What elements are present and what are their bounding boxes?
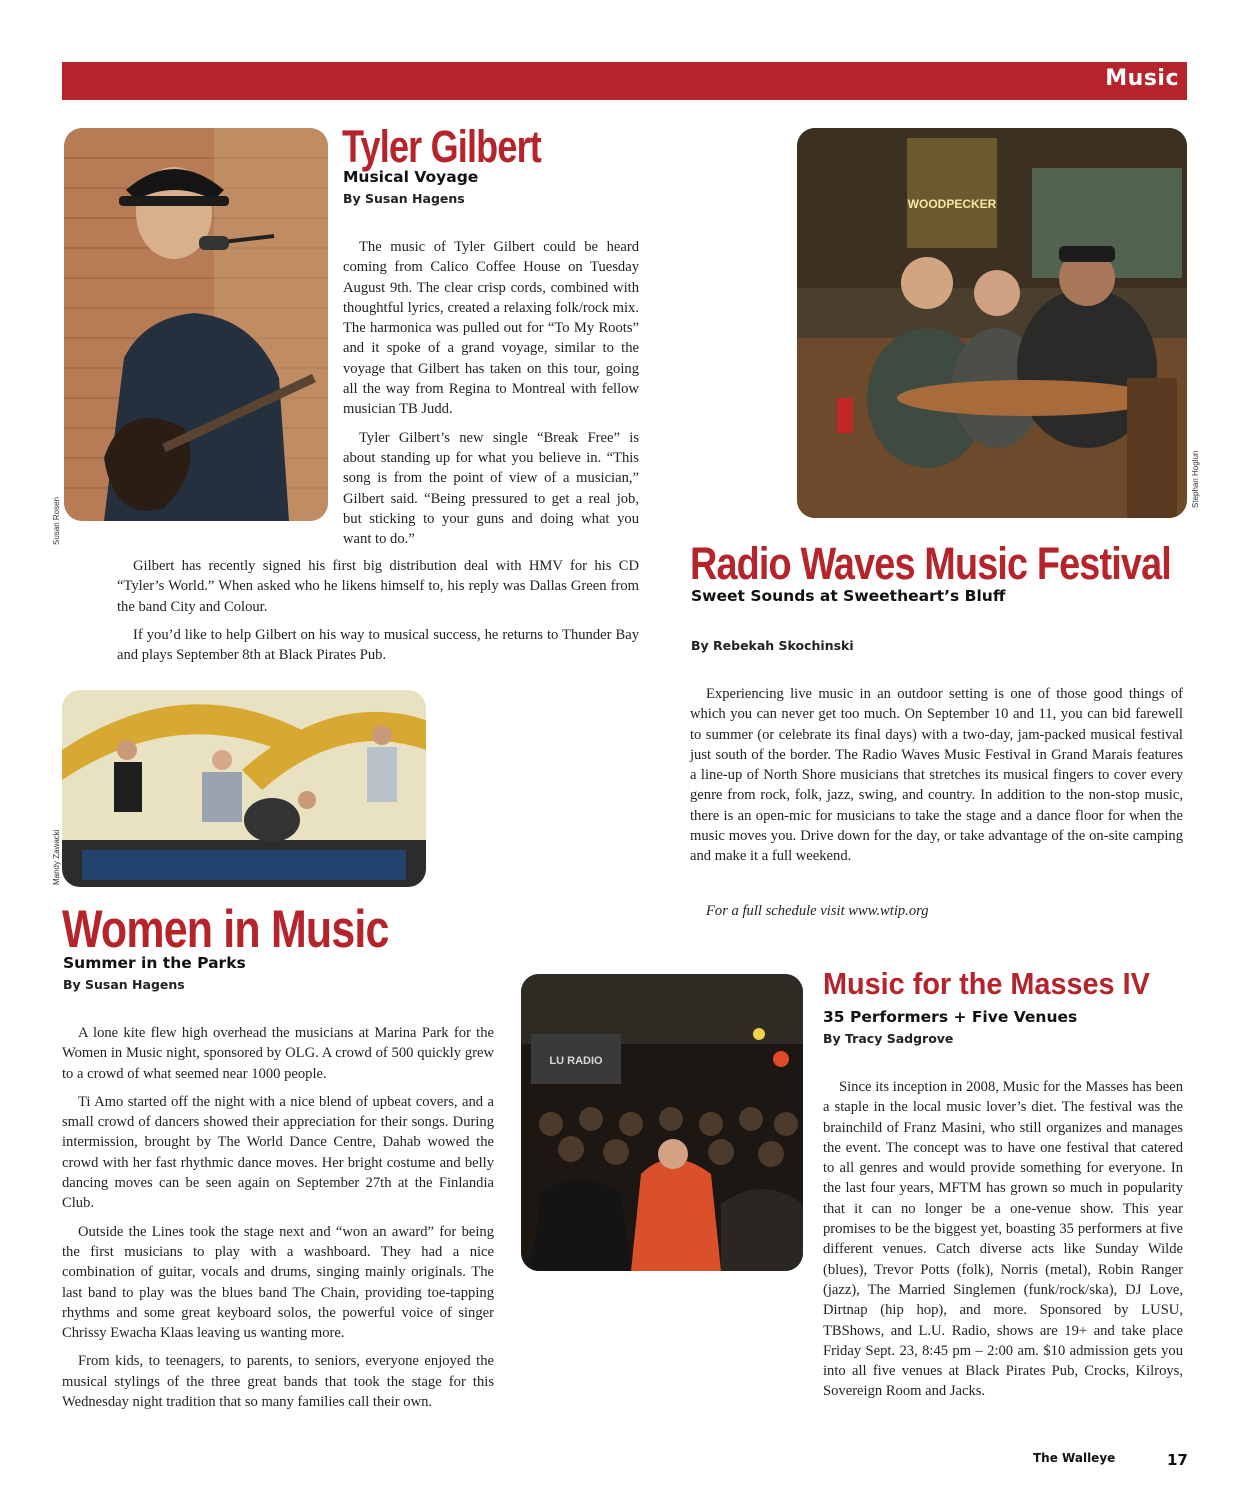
radio-photo [797,128,1187,518]
tyler-photo [64,128,328,521]
women-title: Women in Music [62,900,389,959]
women-paragraph-1: A lone kite flew high overhead the musicians at Marina Park for the Women in Music night, sponsored by OLG. A crowd of 500 quickly grew to a crowd of what seemed near 1000 people. [62,1025,494,1082]
women-article [62,1023,494,1420]
radio-paragraph-1: Experiencing live music in an outdoor setting is one of those good things of which you can never get too much. On September 10 and 11, you can bid farewell to summer (or celebrate its final days) with a two-day, jam-packed musical festival just south of the border. The Radio Waves Music Festival in Grand Marais features a line-up of North Shore musicians that stretches its musical fingers to cover every genre from rock, folk, jazz, swing, and country. In addition to the non-stop music, there is an open-mic for musicians to take the stage and a dance floor for when the music moves you. Drive down for the day, or take advantage of the on-site camping and make it a full weekend. [690,686,1183,865]
radio-article [690,684,1183,875]
masses-photo [521,974,803,1271]
tyler-photo-credit: Susan Rosen [52,496,61,545]
women-paragraph-3: Outside the Lines took the stage next and “won an award” for being the first musicians to play with a washboard. They had a nice combination of guitar, vocals and drums, singing mainly originals. The last band to play was the blues band The Chain, providing toe-tapping rhythms and some great keyboard solos, the powerful voice of singer Chrissy Ewacha Klaas leaving us wanting more. [62,1223,494,1342]
masses-title: Music for the Masses IV [823,966,1150,1001]
page-number: 17 [1167,1451,1188,1469]
tyler-paragraph-1: The music of Tyler Gilbert could be heard coming from Calico Coffee House on Tuesday August 9th. The clear crisp cords, combined with thoughtful lyrics, created a relaxing folk/rock mix. The harmonica was pulled out for “To My Roots” and it spoke of a grand voyage, similar to the voyage that Gilbert has taken on this tour, going all the way from Regina to Montreal with fellow musician TB Judd. [343,239,639,418]
tyler-subtitle: Musical Voyage [343,168,479,186]
radio-title: Radio Waves Music Festival [690,538,1171,589]
section-banner [62,62,1187,100]
tyler-title: Tyler Gilbert [342,121,541,172]
women-photo [62,690,426,887]
women-byline: By Susan Hagens [63,977,185,992]
tyler-paragraph-3: Gilbert has recently signed his first big distribution deal with HMV for his CD “Tyler’s World.” When asked who he likens himself to, his reply was Dallas Green from the band City and Colour. [117,558,639,615]
masses-subtitle: 35 Performers + Five Venues [823,1008,1078,1026]
radio-schedule-note: For a full schedule visit www.wtip.org [706,903,929,919]
publication-name: The Walleye [1033,1451,1116,1465]
tyler-paragraph-2: Tyler Gilbert’s new single “Break Free” is about standing up for what you believe in. “This song is from the point of view of a musician,” Gilbert said. “Being pressured to get a real job, but sticking to your guns and doing what you want to do.” [343,429,639,548]
women-paragraph-4: From kids, to teenagers, to parents, to seniors, everyone enjoyed the musical stylings of the three great bands that took the stage for this Wednesday night tradition that so many families call their own. [62,1353,494,1411]
masses-article [823,1077,1183,1410]
women-subtitle: Summer in the Parks [63,954,246,972]
tyler-byline: By Susan Hagens [343,191,465,206]
masses-paragraph-1: Since its inception in 2008, Music for the Masses has been a staple in the local music lover’s diet. The festival was the brainchild of Franz Masini, who still organizes and manages the event. The concept was to have one festival that catered to all genres and would provide something for everyone. In the last four years, MFTM has grown so much in popularity that it can no longer be a one-venue show. This year promises to be the biggest yet, boasting 35 performers at five different venues. Catch diverse acts like Sunday Wilde (blues), Trevor Potts (folk), Norris (metal), Robin Ranger (jazz), The Married Singlemen (funk/rock/ska), DJ Love, Dirtnap (hip hop), and more. Sponsored by LUSU, TBShows, and L.U. Radio, shows are 19+ and take place Friday Sept. 23, 8:45 pm – 2:00 am. $10 admission gets you into all five venues at Black Pirates Pub, Crocks, Kilroys, Sovereign Room and Jacks. [823,1079,1183,1400]
svg-text:LU RADIO: LU RADIO [549,1055,603,1067]
tyler-article-bottom [117,556,639,673]
svg-text:WOODPECKER: WOODPECKER [907,197,997,211]
masses-byline: By Tracy Sadgrove [823,1031,954,1046]
radio-subtitle: Sweet Sounds at Sweetheart’s Bluff [691,587,1006,605]
radio-photo-credit: Stephan Hoglun [1191,450,1200,508]
women-photo-credit: Mandy Zawacki [52,829,61,885]
section-label: Music [1105,66,1179,91]
tyler-paragraph-4: If you’d like to help Gilbert on his way to musical success, he returns to Thunder Bay and plays September 8th at Black Pirates Pub. [117,626,639,664]
women-paragraph-2: Ti Amo started off the night with a nice blend of upbeat covers, and a small crowd of dancers showed their appreciation for their songs. During intermission, brought by The World Dance Centre, Dahab wowed the crowd with her fast rhythmic dance moves. Her bright costume and belly dancing moves can be seen again on September 27th at the Finlandia Club. [62,1093,494,1212]
tyler-article-top [343,237,639,557]
radio-byline: By Rebekah Skochinski [691,638,854,653]
